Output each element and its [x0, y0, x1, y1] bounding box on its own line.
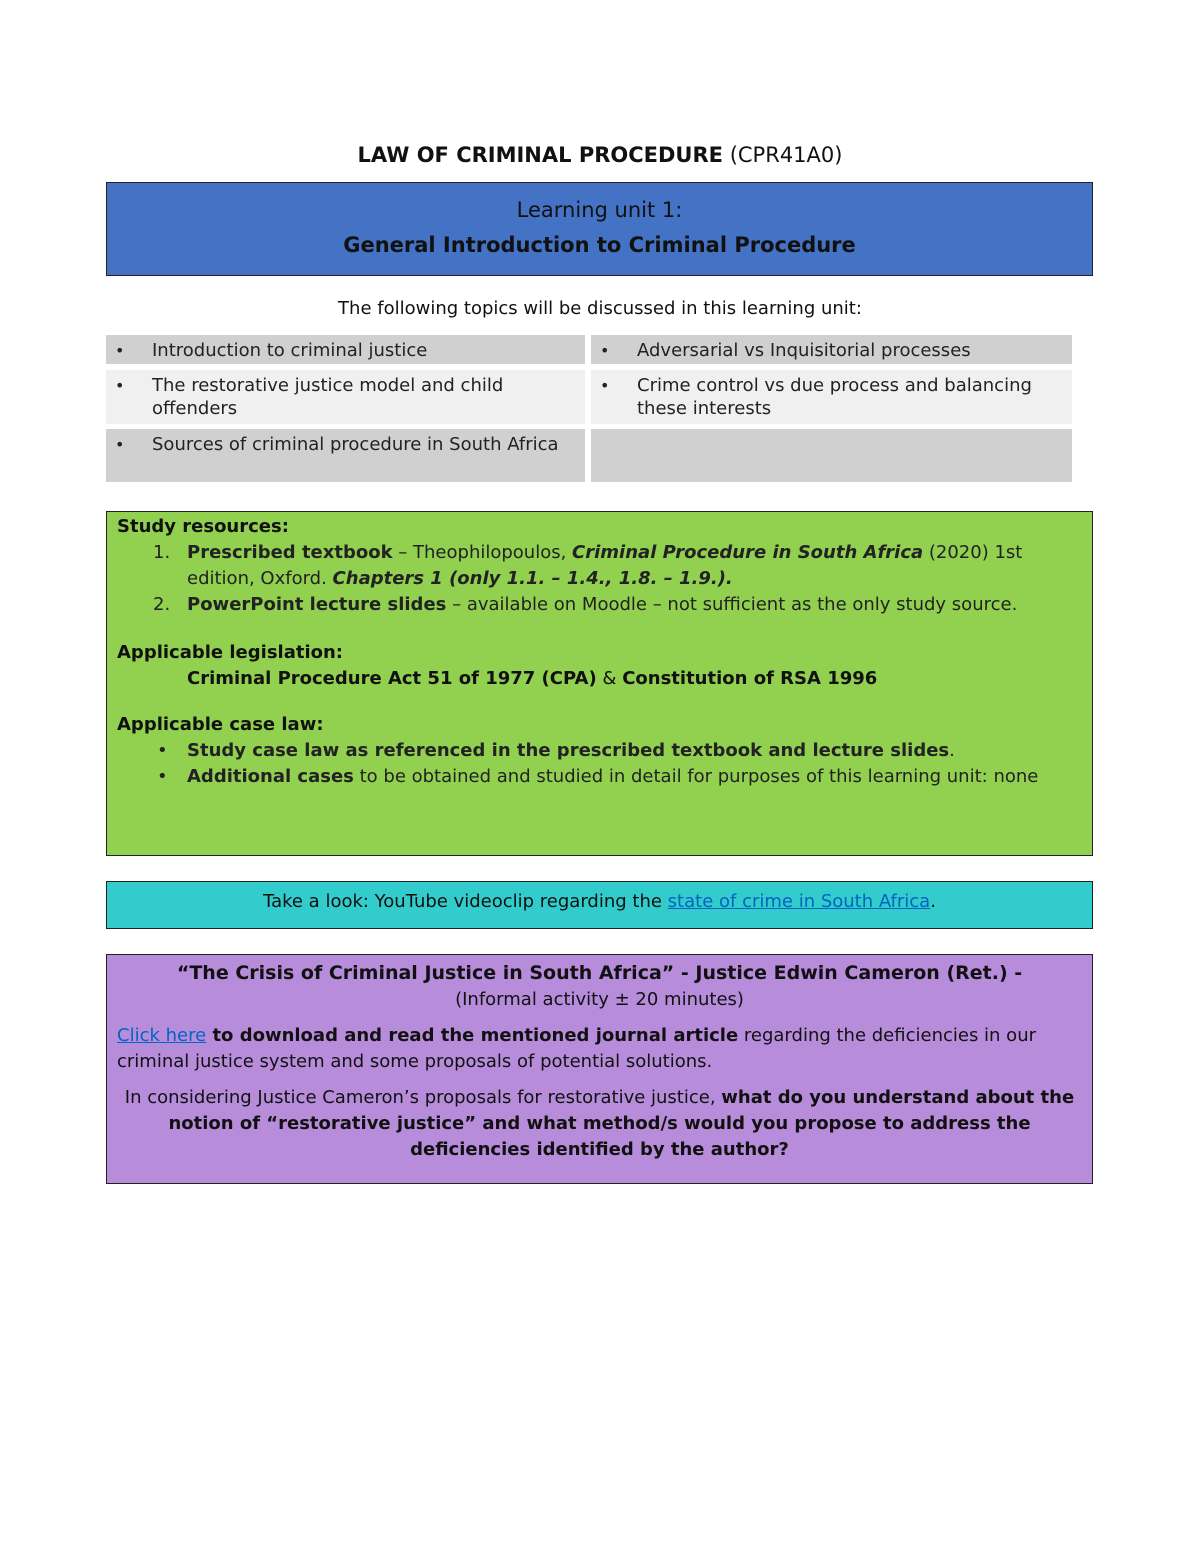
topic-text: Sources of criminal procedure in South Africa — [152, 434, 559, 455]
course-name: LAW OF CRIMINAL PROCEDURE — [357, 143, 724, 167]
topic-text: The restorative justice model and child offenders — [152, 375, 504, 419]
resource-item — [117, 540, 1082, 592]
course-code: (CPR41A0) — [729, 143, 843, 167]
topic-item — [106, 335, 585, 364]
caselaw-end: . — [949, 740, 955, 761]
youtube-text: Take a look: YouTube videoclip regarding the — [263, 891, 668, 912]
caselaw-text: Study case law as referenced in the prescribed textbook and lecture slides — [187, 740, 950, 761]
crisis-title: “The Crisis of Criminal Justice in South Africa” - Justice Edwin Cameron (Ret.) - — [176, 962, 1023, 984]
book-title: Criminal Procedure in South Africa — [572, 542, 924, 563]
youtube-end: . — [930, 891, 936, 912]
bullet-icon: • — [157, 766, 168, 787]
caselaw-item — [117, 738, 1082, 764]
caselaw-item — [117, 764, 1082, 790]
crisis-question — [117, 1085, 1082, 1163]
resource-number: 2. — [153, 594, 171, 615]
crisis-activity-box — [106, 954, 1093, 1184]
constitution-name: Constitution of RSA 1996 — [622, 668, 878, 689]
topic-text: Introduction to criminal justice — [152, 340, 428, 361]
crisis-subtitle: (Informal activity ± 20 minutes) — [455, 989, 744, 1010]
click-here-link[interactable]: Click here — [117, 1025, 207, 1046]
resource-item — [117, 592, 1082, 618]
question-intro: In considering Justice Cameron’s proposals for restorative justice, — [124, 1087, 722, 1108]
question-text: what do you understand about the notion of “restorative justice” and what method/s would you propose to address the deficiencies identified by the author? — [168, 1087, 1075, 1160]
bullet-icon: • — [115, 435, 125, 454]
topic-text: Crime control vs due process and balancing these interests — [637, 375, 1032, 419]
ampersand: & — [596, 668, 623, 689]
youtube-box — [106, 881, 1093, 929]
chapters: Chapters 1 (only 1.1. – 1.4., 1.8. – 1.9.). — [332, 568, 733, 589]
resource-title: Prescribed textbook — [187, 542, 393, 563]
bullet-icon: • — [600, 376, 610, 395]
topics-intro: The following topics will be discussed in this learning unit: — [338, 298, 862, 319]
resource-title: PowerPoint lecture slides — [187, 594, 447, 615]
topic-item-empty — [591, 429, 1072, 482]
act-name: Criminal Procedure Act 51 of 1977 (CPA) — [187, 668, 597, 689]
instructions-text: regarding the deficiencies in our criminal justice system and some proposals of potential solutions. — [117, 1025, 1036, 1072]
caselaw-text: to be obtained and studied in detail for purposes of this learning unit: none — [353, 766, 1039, 787]
study-resources-heading: Study resources: — [117, 516, 289, 537]
unit-label: Learning unit 1: — [516, 198, 683, 222]
caselaw-title: Additional cases — [187, 766, 354, 787]
caselaw-heading: Applicable case law: — [117, 714, 324, 735]
resource-author: – Theophilopoulos, — [392, 542, 573, 563]
bullet-icon: • — [115, 341, 125, 360]
download-text: to download and read the mentioned journal article — [206, 1025, 739, 1046]
page-title — [0, 140, 1200, 170]
bullet-icon: • — [115, 376, 125, 395]
topic-item — [106, 429, 585, 482]
resource-number: 1. — [153, 542, 171, 563]
bullet-icon: • — [600, 341, 610, 360]
legislation-heading: Applicable legislation: — [117, 642, 344, 663]
youtube-link[interactable]: state of crime in South Africa — [667, 891, 931, 912]
unit-heading: General Introduction to Criminal Procedure — [343, 233, 856, 257]
legislation-text — [117, 666, 1082, 692]
learning-unit-banner — [106, 182, 1093, 276]
book-edition: (2020) 1st edition, Oxford. — [187, 542, 1023, 589]
bullet-icon: • — [157, 740, 168, 761]
crisis-instructions — [117, 1023, 1082, 1075]
topic-item — [106, 370, 585, 424]
topic-item — [591, 370, 1072, 424]
topic-item — [591, 335, 1072, 364]
resource-note: – available on Moodle – not sufficient as the only study source. — [446, 594, 1018, 615]
topic-text: Adversarial vs Inquisitorial processes — [637, 340, 971, 361]
study-resources-box — [106, 511, 1093, 856]
